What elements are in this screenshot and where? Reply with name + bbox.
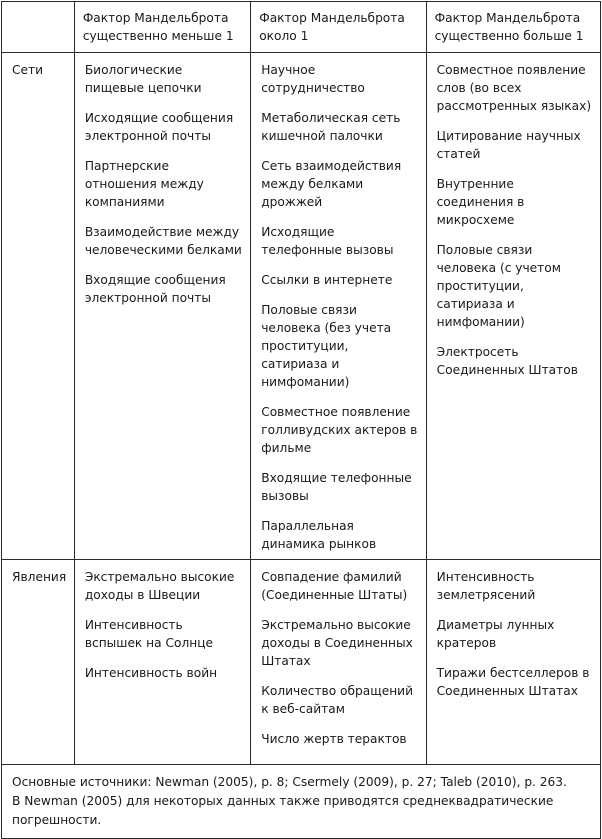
footnote-errors: В Newman (2005) для некоторых данных также приводятся среднеквадратические погрешности. (12, 794, 554, 827)
networks-less-than-1-cell (74, 53, 250, 560)
list-item: Цитирование научных статей (436, 129, 581, 161)
list-item: Входящие сообщения электронной почты (84, 273, 226, 305)
list-item: Взаимодействие между человеческими белками (84, 225, 242, 257)
list-item: Половые связи человека (с учетом проституции, сатириаза и нимфомании) (436, 243, 561, 329)
row-label-phenomena: Явления (2, 560, 75, 765)
list-item: Исходящие сообщения электронной почты (84, 111, 234, 143)
networks-about-1-cell (251, 53, 426, 560)
list-item: Число жертв терактов (261, 732, 407, 746)
header-factor-less-than-1: Фактор Мандельброта существенно меньше 1 (74, 2, 250, 53)
list-item: Совместное появление слов (во всех рассмотренных языках) (436, 63, 592, 113)
table-footnote-row (2, 765, 601, 839)
list-item: Метаболическая сеть кишечной палочки (261, 111, 401, 143)
phenomena-less-than-1-cell (74, 560, 250, 765)
list-item: Совпадение фамилий (Соединенные Штаты) (261, 570, 408, 602)
list-item: Внутренние соединения в микросхеме (436, 177, 525, 227)
phenomena-greater-than-1-cell (426, 560, 600, 765)
table-footnote (2, 765, 601, 839)
list-item: Интенсивность вспышек на Солнце (84, 618, 214, 650)
mandelbrot-factor-table (1, 1, 601, 839)
footnote-sources: Основные источники: Newman (2005), p. 8; Csermely (2009), p. 27; Taleb (2010), p. 263. (12, 775, 567, 789)
list-item: Диаметры лунных кратеров (436, 618, 555, 650)
list-item: Входящие телефонные вызовы (261, 471, 412, 503)
list-item: Количество обращений к веб-сайтам (261, 684, 414, 716)
header-empty-cell (2, 2, 75, 53)
list-item: Экстремально высокие доходы в Соединенных Штатах (261, 618, 413, 668)
list-item: Партнерские отношения между компаниями (84, 159, 204, 209)
list-item: Параллельная динамика рынков (261, 519, 377, 551)
list-item: Научное сотрудничество (261, 63, 365, 95)
phenomena-about-1-cell (251, 560, 426, 765)
list-item: Совместное появление голливудских актеров в фильме (261, 405, 418, 455)
list-item: Тиражи бестселлеров в Соединенных Штатах (436, 666, 590, 698)
table-row-networks (2, 53, 601, 560)
list-item: Экстремально высокие доходы в Швеции (84, 570, 235, 602)
header-factor-greater-than-1: Фактор Мандельброта существенно больше 1 (426, 2, 600, 53)
networks-greater-than-1-cell (426, 53, 600, 560)
table-header-row (2, 2, 601, 53)
list-item: Исходящие телефонные вызовы (261, 225, 394, 257)
table-row-phenomena (2, 560, 601, 765)
list-item: Электросеть Соединенных Штатов (436, 345, 578, 377)
list-item: Интенсивность войн (84, 666, 218, 680)
list-item: Ссылки в интернете (261, 273, 393, 287)
list-item: Интенсивность землетрясений (436, 570, 536, 602)
row-label-networks: Сети (2, 53, 75, 560)
list-item: Биологические пищевые цепочки (84, 63, 202, 95)
list-item: Сеть взаимодействия между белками дрожжей (261, 159, 402, 209)
header-factor-about-1: Фактор Мандельброта около 1 (251, 2, 426, 53)
list-item: Половые связи человека (без учета проституции, сатириаза и нимфомании) (261, 303, 392, 389)
